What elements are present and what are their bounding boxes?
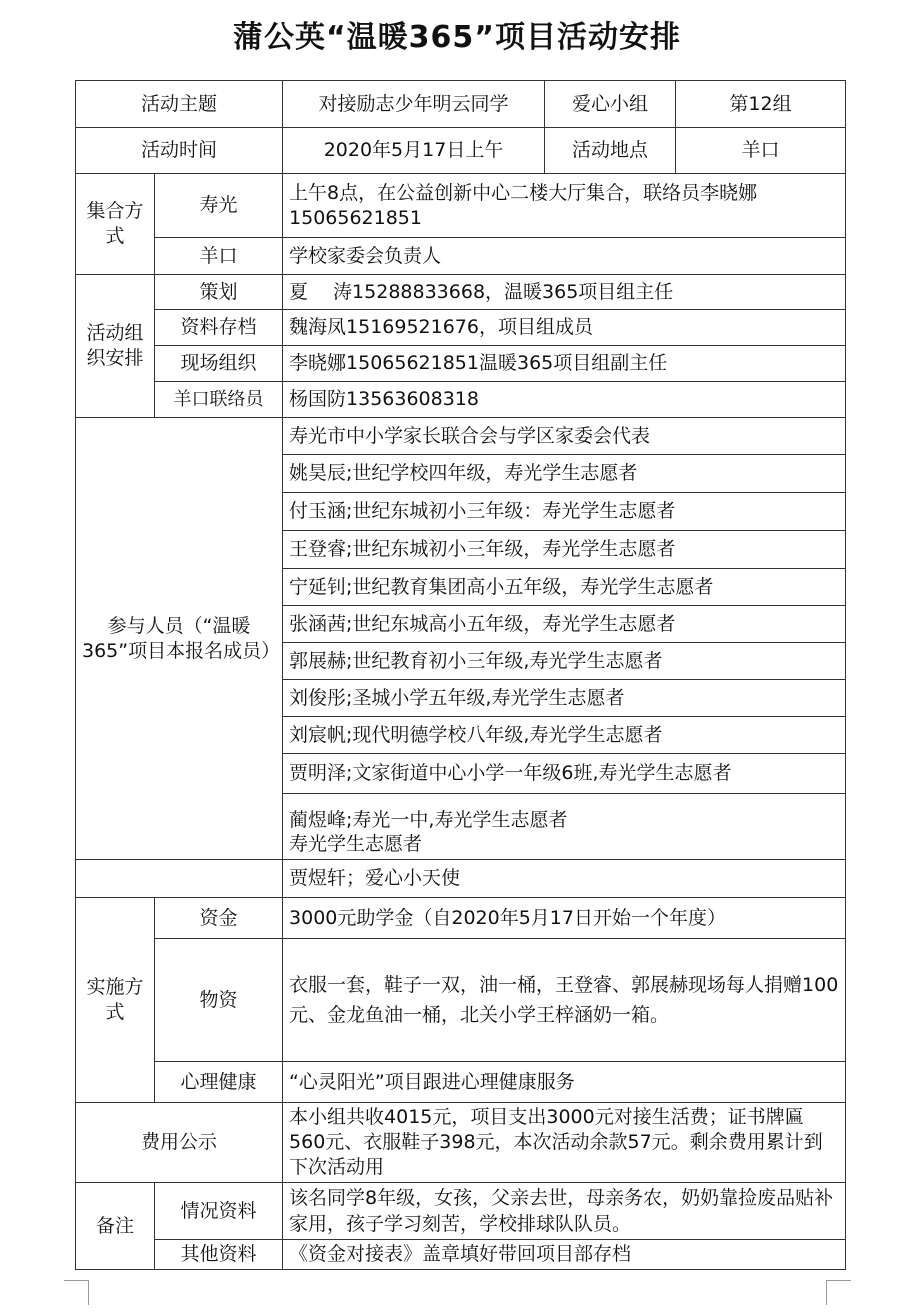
remarks-label: 备注 — [76, 1183, 155, 1270]
participant-extra: 贾煜轩；爱心小天使 — [283, 860, 846, 898]
implementation-sub: 物资 — [155, 939, 283, 1062]
fees-row — [76, 1103, 846, 1183]
assembly-value: 学校家委会负责人 — [283, 238, 846, 275]
empty-cell — [76, 860, 283, 898]
remarks-value: 该名同学8年级，女孩，父亲去世，母亲务农，奶奶靠捡废品贴补家用，孩子学习刻苦，学校排球队队员。 — [283, 1183, 846, 1240]
participant: 刘俊彤;圣城小学五年级,寿光学生志愿者 — [283, 680, 846, 717]
organization-sub: 羊口联络员 — [155, 382, 283, 418]
participants-label: 参与人员（“温暖365”项目本报名成员） — [76, 418, 283, 860]
implementation-value: 衣服一套，鞋子一双，油一桶，王登睿、郭展赫现场每人捐赠100元、金龙鱼油一桶，北关小学王梓涵奶一箱。 — [283, 939, 846, 1062]
assembly-sub: 寿光 — [155, 174, 283, 238]
row-theme — [76, 81, 846, 128]
implementation-sub: 资金 — [155, 898, 283, 939]
fees-label: 费用公示 — [76, 1103, 283, 1183]
assembly-row — [76, 174, 846, 238]
organization-row — [76, 310, 846, 346]
place-value: 羊口 — [676, 128, 846, 174]
implementation-row — [76, 939, 846, 1062]
organization-row — [76, 346, 846, 382]
organization-value: 李晓娜15065621851温暖365项目组副主任 — [283, 346, 846, 382]
remarks-row — [76, 1183, 846, 1240]
participant-line: 蔺煜峰;寿光一中,寿光学生志愿者 — [289, 808, 568, 831]
place-label: 活动地点 — [545, 128, 676, 174]
organization-value: 魏海凤15169521676，项目组成员 — [283, 310, 846, 346]
group-label: 爱心小组 — [545, 81, 676, 128]
fees-value: 本小组共收4015元，项目支出3000元对接生活费；证书牌匾560元、衣服鞋子398元，本次活动余款57元。剩余费用累计到下次活动用 — [283, 1103, 846, 1183]
page-corner-mark — [826, 1280, 851, 1305]
theme-label: 活动主题 — [76, 81, 283, 128]
participant: 宁延钊;世纪教育集团高小五年级，寿光学生志愿者 — [283, 569, 846, 606]
assembly-sub: 羊口 — [155, 238, 283, 275]
group-value: 第12组 — [676, 81, 846, 128]
organization-row — [76, 382, 846, 418]
organization-sub: 策划 — [155, 275, 283, 310]
organization-value: 杨国防13563608318 — [283, 382, 846, 418]
organization-value: 夏 涛15288833668，温暖365项目组主任 — [283, 275, 846, 310]
participant — [283, 794, 846, 860]
time-label: 活动时间 — [76, 128, 283, 174]
activity-form-table — [75, 80, 846, 1270]
remarks-sub: 其他资料 — [155, 1240, 283, 1270]
implementation-label: 实施方式 — [76, 898, 155, 1103]
participant: 贾明泽;文家街道中心小学一年级6班,寿光学生志愿者 — [283, 754, 846, 794]
organization-sub: 资料存档 — [155, 310, 283, 346]
implementation-value: 3000元助学金（自2020年5月17日开始一个年度） — [283, 898, 846, 939]
row-time — [76, 128, 846, 174]
participant: 张涵茜;世纪东城高小五年级，寿光学生志愿者 — [283, 606, 846, 643]
participant-line: 寿光学生志愿者 — [289, 832, 423, 855]
participant-row — [76, 418, 846, 455]
participant: 王登睿;世纪东城初小三年级，寿光学生志愿者 — [283, 531, 846, 569]
implementation-row — [76, 1062, 846, 1103]
participant: 寿光市中小学家长联合会与学区家委会代表 — [283, 418, 846, 455]
participant: 付玉涵;世纪东城初小三年级：寿光学生志愿者 — [283, 493, 846, 531]
remarks-row — [76, 1240, 846, 1270]
time-value: 2020年5月17日上午 — [283, 128, 545, 174]
page-title: 蒲公英“温暖365”项目活动安排 — [232, 20, 682, 55]
organization-sub: 现场组织 — [155, 346, 283, 382]
participant: 姚昊辰;世纪学校四年级，寿光学生志愿者 — [283, 455, 846, 493]
implementation-sub: 心理健康 — [155, 1062, 283, 1103]
assembly-value: 上午8点，在公益创新中心二楼大厅集合，联络员李晓娜15065621851 — [283, 174, 846, 238]
participant-extra-row — [76, 860, 846, 898]
theme-value: 对接励志少年明云同学 — [283, 81, 545, 128]
participant: 刘宸帆;现代明德学校八年级,寿光学生志愿者 — [283, 717, 846, 754]
participant: 郭展赫;世纪教育初小三年级,寿光学生志愿者 — [283, 643, 846, 680]
organization-label: 活动组织安排 — [76, 275, 155, 418]
implementation-row — [76, 898, 846, 939]
organization-row — [76, 275, 846, 310]
remarks-value: 《资金对接表》盖章填好带回项目部存档 — [283, 1240, 846, 1270]
remarks-sub: 情况资料 — [155, 1183, 283, 1240]
assembly-row — [76, 238, 846, 275]
implementation-value: “心灵阳光”项目跟进心理健康服务 — [283, 1062, 846, 1103]
page-corner-mark — [64, 1280, 89, 1305]
assembly-label: 集合方式 — [76, 174, 155, 275]
